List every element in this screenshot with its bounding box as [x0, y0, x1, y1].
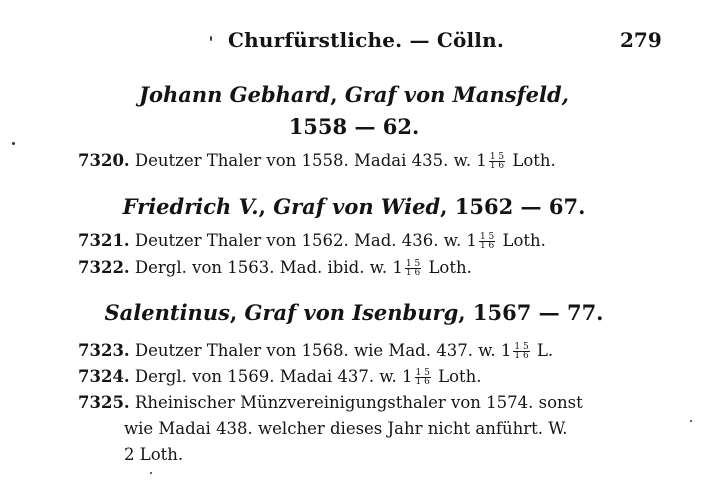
ruler-name: Friedrich V. [122, 194, 259, 219]
ruler-name: Salentinus [104, 300, 230, 325]
entry-text: Dergl. von 1563. Mad. ibid. w. 1 [134, 258, 403, 277]
entry-text-line: Rheinischer Münzvereinigungsthaler von 1574. sonst [134, 393, 583, 412]
weight-unit: Loth. [438, 367, 482, 386]
weight-unit: Loth. [502, 231, 546, 250]
entry-text: Deutzer Thaler von 1558. Madai 435. w. 1 [134, 151, 487, 170]
entry-text-line: wie Madai 438. welcher dieses Jahr nicht anführt. W. [124, 419, 568, 438]
entry-text: Dergl. von 1569. Madai 437. w. 1 [134, 367, 413, 386]
entry-number: 7324. [78, 367, 130, 386]
catalog-entry [78, 390, 678, 468]
ruler-title: Graf von Isenburg [244, 300, 459, 325]
entry-number: 7321. [78, 231, 130, 250]
reign-years: 1562 — 67. [454, 194, 586, 219]
running-header: Churfürstliche. — Cölln. [228, 28, 505, 52]
ruler-title: Graf von Wied [273, 194, 441, 219]
entry-text: Deutzer Thaler von 1568. wie Mad. 437. w. 1 [134, 341, 512, 360]
weight-fraction: $\frac{1 5}{1 6}$ [479, 232, 495, 251]
weight-unit: Loth. [512, 151, 556, 170]
scan-speck [12, 142, 15, 145]
page-number: 279 [620, 28, 662, 52]
section-heading-wied: Friedrich V., Graf von Wied, 1562 — 67. [122, 194, 586, 219]
catalog-entry [78, 228, 678, 254]
scan-speck [150, 472, 152, 474]
weight-fraction: $\frac{1 5}{1 6}$ [405, 259, 421, 278]
weight-unit: Loth. [428, 258, 472, 277]
scan-speck [210, 36, 212, 41]
weight-unit: L. [536, 341, 554, 360]
catalog-entry [78, 364, 678, 390]
catalog-entry [78, 148, 678, 174]
section-heading-isenburg: Salentinus, Graf von Isenburg, 1567 — 77. [104, 300, 604, 325]
entry-number: 7325. [78, 393, 130, 412]
ruler-title: Graf von Mansfeld, [344, 82, 569, 107]
scan-speck [690, 420, 692, 422]
weight-fraction: $\frac{1 5}{1 6}$ [415, 368, 430, 387]
entry-number: 7323. [78, 341, 130, 360]
entry-number: 7320. [78, 151, 130, 170]
weight-fraction: $\frac{1 5}{1 6}$ [489, 152, 505, 171]
entry-text: Deutzer Thaler von 1562. Mad. 436. w. 1 [134, 231, 477, 250]
catalog-entry [78, 338, 678, 364]
catalog-entry [78, 255, 678, 281]
entry-text-line: 2 Loth. [124, 445, 184, 464]
section-heading-mansfeld: Johann Gebhard, Graf von Mansfeld, [139, 82, 569, 107]
reign-years: 1558 — 62. [288, 114, 420, 139]
reign-years: 1567 — 77. [472, 300, 604, 325]
ruler-name: Johann Gebhard [139, 82, 331, 107]
weight-fraction: $\frac{1 5}{1 6}$ [514, 342, 529, 361]
entry-number: 7322. [78, 258, 130, 277]
